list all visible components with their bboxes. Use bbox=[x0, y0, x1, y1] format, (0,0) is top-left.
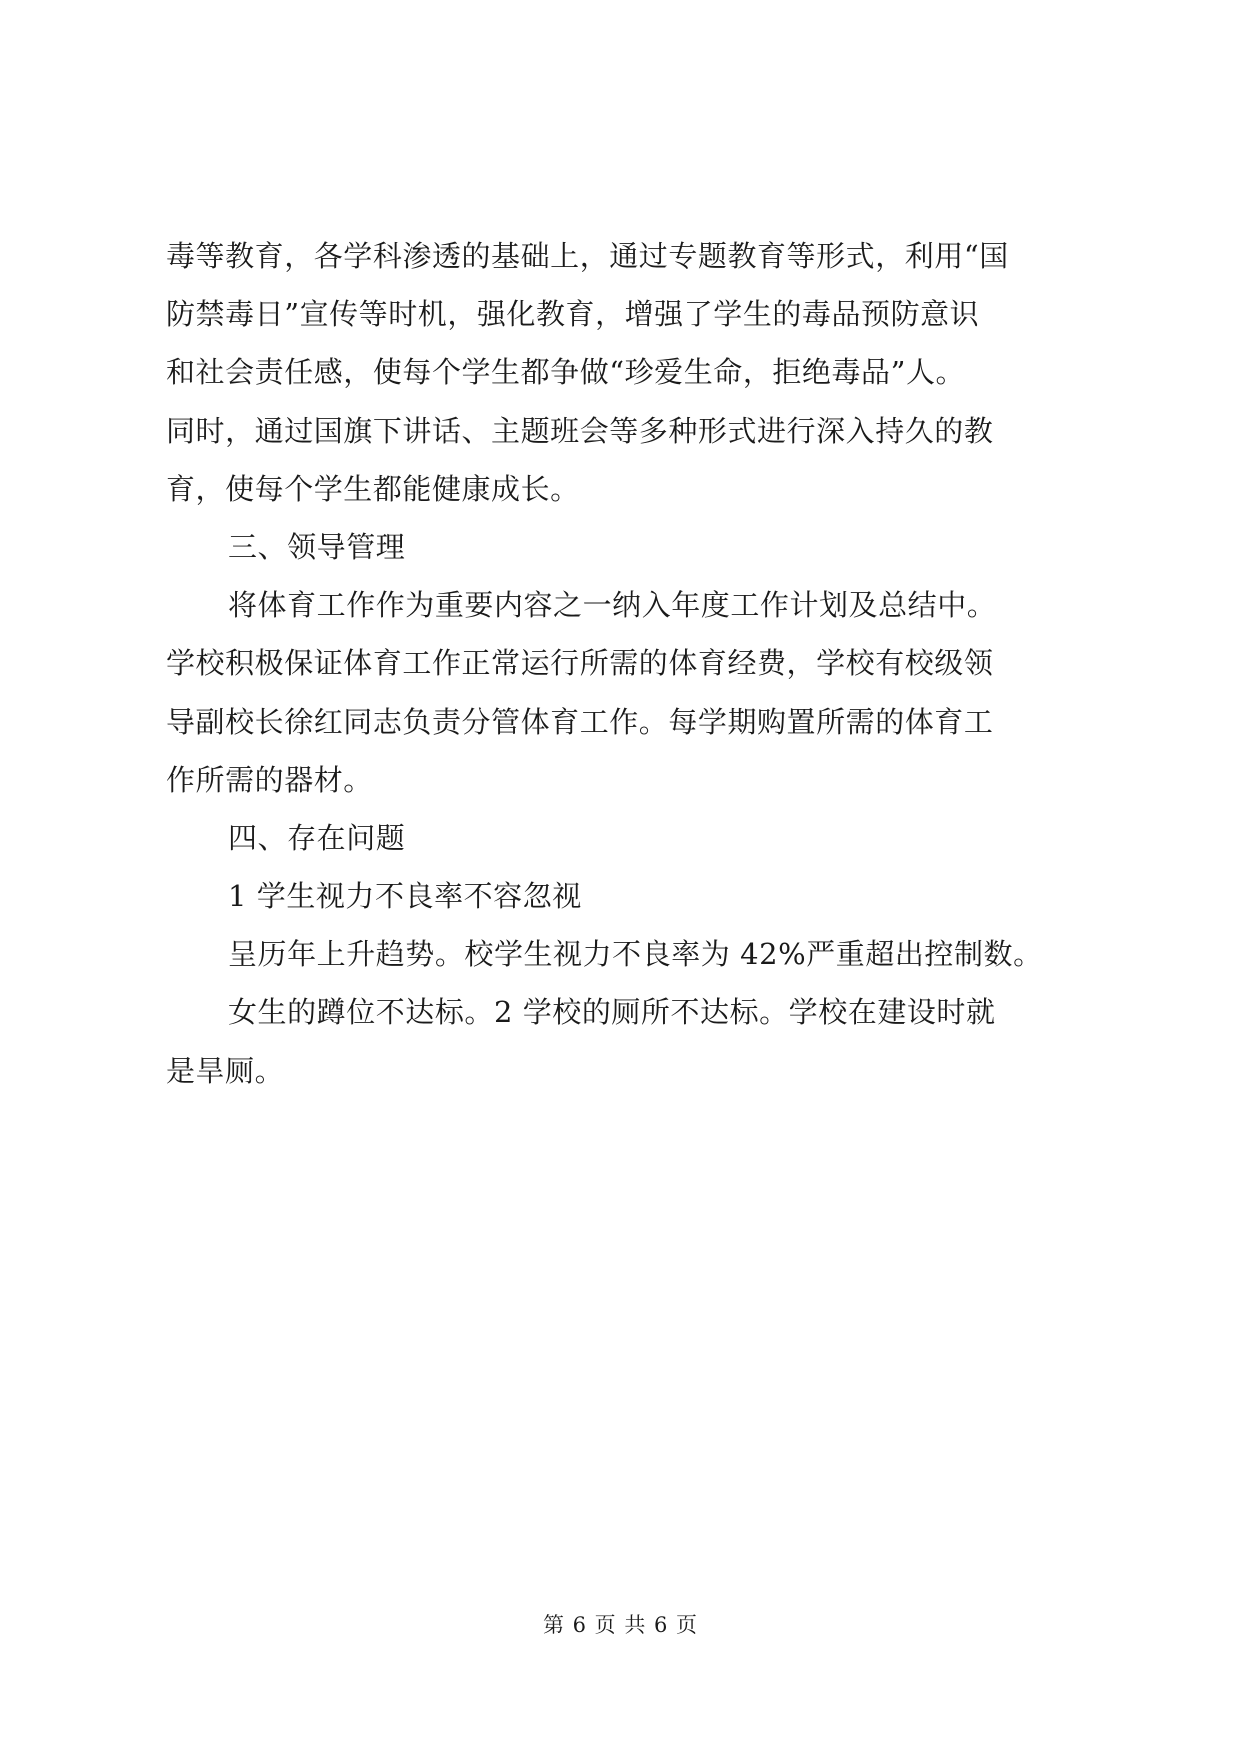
text-line: 学校积极保证体育工作正常运行所需的体育经费，学校有校级领 bbox=[166, 646, 994, 681]
text-line: 防禁毒日”宣传等时机，强化教育，增强了学生的毒品预防意识 bbox=[166, 297, 980, 332]
section-heading: 三、领导管理 bbox=[228, 529, 406, 564]
text-line: 将体育工作作为重要内容之一纳入年度工作计划及总结中。 bbox=[228, 588, 997, 623]
text-line: 作所需的器材。 bbox=[166, 762, 373, 797]
subheading: 1 学生视力不良率不容忽视 bbox=[228, 879, 582, 914]
text-line: 育，使每个学生都能健康成长。 bbox=[166, 471, 580, 506]
text-line: 是旱厕。 bbox=[166, 1053, 285, 1088]
text-line: 毒等教育，各学科渗透的基础上，通过专题教育等形式，利用“国 bbox=[166, 239, 1009, 273]
page-number-footer: 第 6 页 共 6 页 bbox=[542, 1613, 699, 1637]
text-line: 同时，通过国旗下讲话、主题班会等多种形式进行深入持久的教 bbox=[166, 413, 994, 448]
document-body bbox=[166, 227, 1086, 1100]
text-line: 呈历年上升趋势。校学生视力不良率为 42%严重超出控制数。 bbox=[228, 937, 1043, 972]
text-line: 女生的蹲位不达标。2 学校的厕所不达标。学校在建设时就 bbox=[228, 995, 996, 1030]
text-line: 和社会责任感，使每个学生都争做“珍爱生命，拒绝毒品”人。 bbox=[166, 355, 966, 390]
section-heading: 四、存在问题 bbox=[228, 820, 406, 855]
text-line: 导副校长徐红同志负责分管体育工作。每学期购置所需的体育工 bbox=[166, 704, 994, 739]
